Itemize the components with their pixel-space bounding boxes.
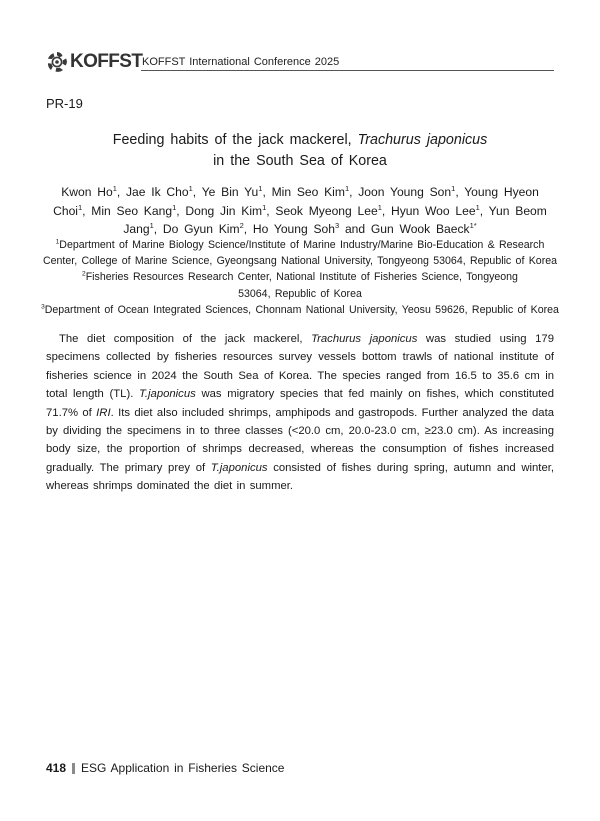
species-name: T.japonicus	[210, 461, 268, 474]
author-affiliation-mark: 1	[344, 183, 350, 193]
section-name: ESG Application in Fisheries Science	[81, 761, 285, 775]
author-affiliation-mark: 2	[239, 220, 244, 230]
logo-text: KOFFST	[70, 51, 143, 72]
abstract-text: consisted of fishes during spring, autumn and winter, whereas shrimps dominated the diet in summer.	[46, 461, 555, 493]
affiliation-text: Department of Marine Biology Science/Institute of Marine Industry/Marine Bio-Education & Research Center, College of Marine Science, Gyeongsang National University, Tongyeong 53064, Republic of Korea	[42, 239, 558, 268]
author: Min Seo Kang	[91, 203, 173, 218]
author: Gun Wook Baeck	[370, 222, 470, 236]
affiliation-text: Department of Ocean Integrated Sciences, Chonnam National University, Yeosu 59626, Republic of Korea	[44, 303, 559, 316]
affiliation-text: Fisheries Resources Research Center, National Institute of Fisheries Science, Tongyeong 53064, Republic of Korea	[85, 271, 518, 300]
author-affiliation-mark: 1*	[469, 220, 477, 230]
abstract-text: The diet composition of the jack mackerel,	[59, 333, 312, 345]
author: Joon Young Son	[358, 185, 452, 199]
author: Kwon Ho	[61, 185, 113, 199]
page-header	[46, 49, 554, 75]
author-affiliation-mark: 1	[188, 183, 193, 193]
title-line-1	[40, 130, 560, 151]
author-affiliation-mark: 1	[112, 183, 117, 193]
paper-title	[40, 130, 560, 172]
footer-separator	[72, 763, 75, 774]
title-text: Feeding habits of the jack mackerel,	[112, 132, 358, 148]
abstract-text: . Its diet also included shrimps, amphipods and gastropods. Further analyzed the data by dividing the specimens in to three classes (<20.0 cm, 20.0-23.0 cm, ≥23.0 cm). As increasing body size, the proportion of shrimps decreased, whereas the consumption of fishes increased gradually. The primary prey of	[46, 406, 554, 474]
affiliation-mark: 1	[55, 238, 60, 246]
conference-name: KOFFST International Conference 2025	[142, 56, 340, 68]
author: Young Hyeon Choi	[53, 185, 539, 218]
affiliation-1	[40, 237, 560, 269]
koffst-logo	[46, 51, 142, 73]
author-list: Kwon Ho$^1$, Jae Ik Cho$^1$, Ye Bin Yu$^1$, Min Seo Kim$^1$, Joon Young Son$^1$, Young Hyeon Choi$^1$, Min Seo Kang$^1$, Dong Jin Kim$^1$, Seok Myeong Lee$^1$, Hyun Woo Lee$^1$, Yun Beom Jang$^1$, Do Gyun Kim$^2$, Ho Young Soh$^3$ and Gun Wook Baeck$^{1*}$	[53, 183, 547, 236]
author: Seok Myeong Lee	[275, 203, 378, 218]
page-footer	[46, 761, 284, 775]
author-affiliation-mark: 1	[172, 202, 177, 212]
koffst-emblem-icon	[46, 51, 68, 73]
author: Yun Beom Jang	[123, 203, 547, 236]
affiliation-2	[40, 269, 560, 301]
affiliation-list	[40, 237, 560, 318]
author-affiliation-mark: 1	[149, 220, 154, 230]
author: Ho Young Soh	[252, 222, 336, 236]
author: Min Seo Kim	[271, 185, 345, 199]
author-affiliation-mark: 1	[262, 202, 267, 212]
paper-code: PR-19	[46, 96, 83, 111]
author: Jae Ik Cho	[125, 185, 189, 199]
author-affiliation-mark: 1	[377, 202, 382, 212]
species-name: Trachurus japonicus	[311, 333, 418, 345]
affiliation-3	[40, 302, 560, 318]
author-affiliation-mark: 3	[335, 220, 340, 230]
iri-term: IRI	[96, 406, 111, 419]
author: Hyun Woo Lee	[390, 203, 476, 218]
page-number: 418	[46, 761, 67, 775]
species-name: T.japonicus	[139, 388, 196, 401]
header-divider	[141, 70, 554, 71]
author: Dong Jin Kim	[185, 203, 263, 218]
affiliation-mark: 3	[41, 303, 45, 311]
abstract-text: was migratory species that fed mainly on fishes, which constituted 71.7% of	[46, 388, 554, 419]
author-affiliation-mark: 1	[77, 202, 83, 212]
affiliation-mark: 2	[82, 270, 86, 278]
abstract-body	[46, 330, 554, 496]
author: Do Gyun Kim	[162, 222, 240, 236]
author-affiliation-mark: 1	[475, 202, 480, 212]
abstract-text: was studied using 179 specimens collected by fisheries resources survey vessels bottom trawls of national institute of fisheries science in 2024 the South Sea of Korea. The species ranged from 16.5 to 35.6 cm in total length (TL).	[46, 333, 554, 401]
author: Ye Bin Yu	[201, 185, 259, 199]
author-affiliation-mark: 1	[451, 183, 456, 193]
title-line-2: in the South Sea of Korea	[213, 153, 387, 169]
author-affiliation-mark: 1	[258, 183, 263, 193]
species-name: Trachurus japonicus	[357, 132, 488, 148]
